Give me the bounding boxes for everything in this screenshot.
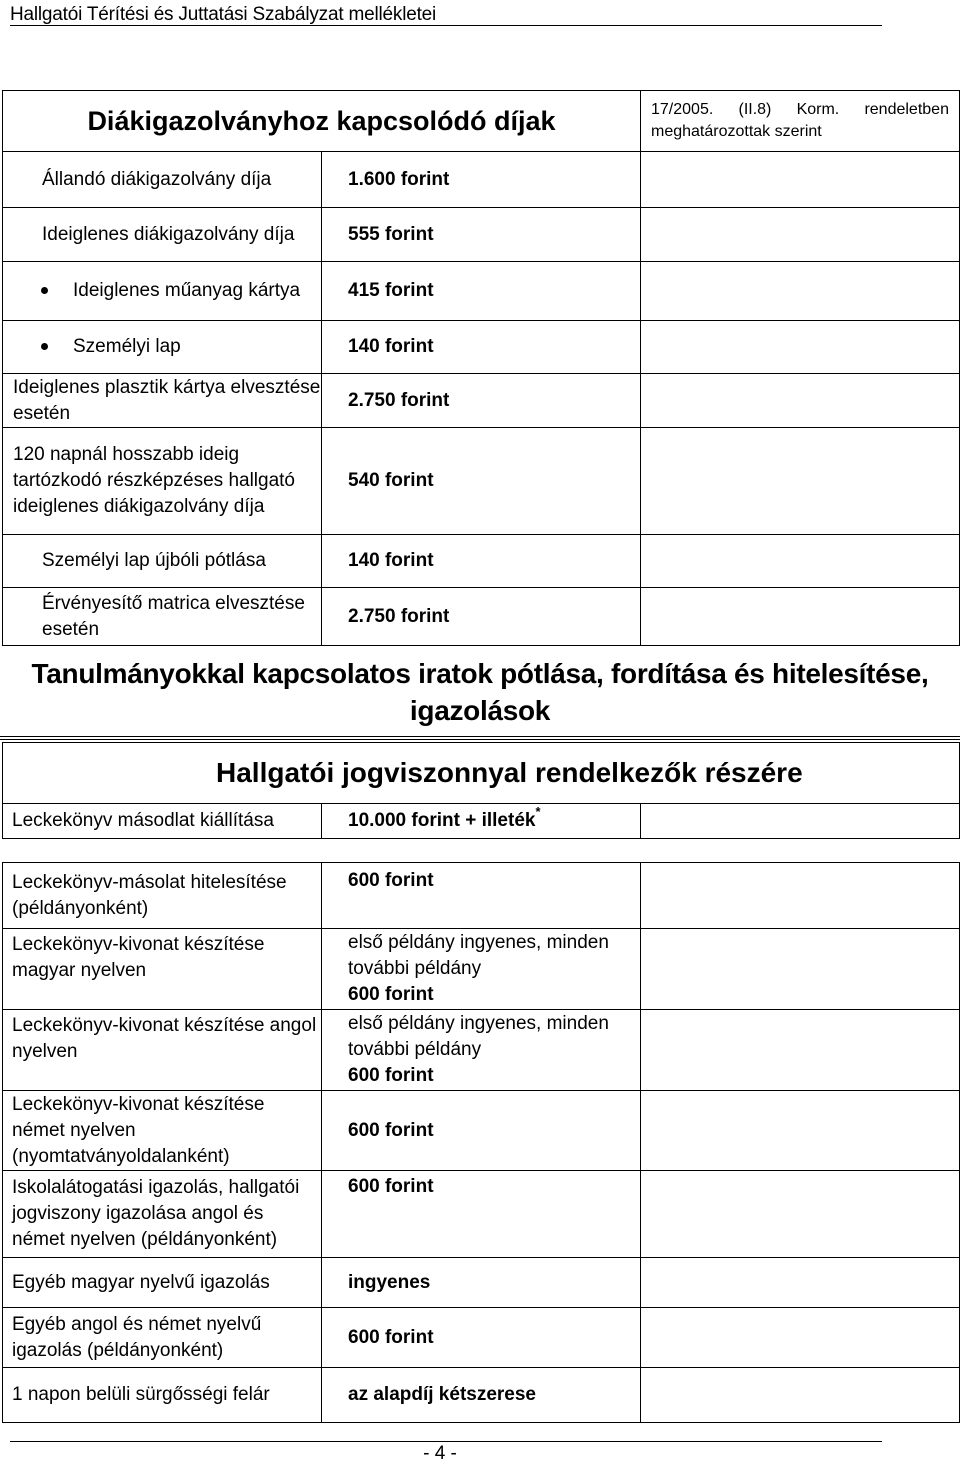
fee-label: Leckekönyv másodlat kiállítása: [3, 804, 322, 839]
fee-value: az alapdíj kétszerese: [322, 1368, 641, 1423]
fee-value: 600 forint: [322, 1091, 641, 1171]
running-header: Hallgatói Térítési és Juttatási Szabályzat mellékletei: [10, 4, 437, 25]
fee-value: 140 forint: [322, 535, 641, 588]
fee-value: első példány ingyenes, minden további példány 600 forint: [322, 1010, 641, 1091]
fee-value: 600 forint: [322, 1308, 641, 1368]
fee-label: Leckekönyv-kivonat készítése magyar nyelven: [3, 929, 322, 1010]
fee-label: Ideiglenes plasztik kártya elvesztése esetén: [3, 374, 322, 428]
fee-value: első példány ingyenes, minden további példány 600 forint: [322, 929, 641, 1010]
footer-rule: [10, 1441, 882, 1442]
fee-value: 600 forint: [322, 863, 641, 929]
fee-label: Iskolalátogatási igazolás, hallgatói jogviszony igazolása angol és német nyelven (példányonként): [3, 1171, 322, 1258]
section2-title: Tanulmányokkal kapcsolatos iratok pótlása, fordítása és hitelesítése, igazolások: [31, 658, 929, 726]
fee-value: 540 forint: [322, 428, 641, 535]
decree-reference: 17/2005. (II.8) Korm. rendeletben meghatározottak szerint: [641, 91, 960, 152]
fee-value: 2.750 forint: [322, 588, 641, 646]
fee-value: 600 forint: [322, 1171, 641, 1258]
fee-value: 1.600 forint: [322, 152, 641, 208]
fee-label: 120 napnál hosszabb ideig tartózkodó részképzéses hallgató ideiglenes diákigazolvány díja: [3, 428, 322, 535]
documents-fees-table: [2, 742, 960, 1423]
section2-rule: [0, 739, 960, 740]
fee-value: 140 forint: [322, 321, 641, 374]
fee-value: 555 forint: [322, 208, 641, 262]
bullet-icon: [41, 287, 48, 294]
fee-value: 415 forint: [322, 262, 641, 321]
fee-label: Állandó diákigazolvány díja: [3, 152, 322, 208]
fee-label: Egyéb angol és német nyelvű igazolás (példányonként): [3, 1308, 322, 1368]
fee-label-bulleted: Ideiglenes műanyag kártya: [3, 262, 322, 321]
student-id-fees-table: [2, 90, 960, 646]
fee-label: Érvényesítő matrica elvesztése esetén: [3, 588, 322, 646]
section2-subtitle: Hallgatói jogviszonnyal rendelkezők részére: [3, 743, 960, 804]
fee-value: 10.000 forint + illeték*: [322, 804, 641, 839]
fee-label: Ideiglenes diákigazolvány díja: [3, 208, 322, 262]
fee-label: Egyéb magyar nyelvű igazolás: [3, 1258, 322, 1308]
fee-value: 2.750 forint: [322, 374, 641, 428]
header-rule: [10, 25, 882, 26]
page-number: - 4 -: [423, 1443, 457, 1464]
bullet-icon: [41, 343, 48, 350]
section1-title: Diákigazolványhoz kapcsolódó díjak: [3, 91, 641, 152]
fee-label: Leckekönyv-kivonat készítése angol nyelven: [3, 1010, 322, 1091]
fee-label: Leckekönyv-kivonat készítése német nyelven (nyomtatványoldalanként): [3, 1091, 322, 1171]
fee-label-bulleted: Személyi lap: [3, 321, 322, 374]
fee-value: ingyenes: [322, 1258, 641, 1308]
fee-label: 1 napon belüli sürgősségi felár: [3, 1368, 322, 1423]
section2-rule: [0, 736, 960, 737]
fee-label: Személyi lap újbóli pótlása: [3, 535, 322, 588]
fee-label: Leckekönyv-másolat hitelesítése (példányonként): [3, 863, 322, 929]
footnote-mark: *: [535, 804, 541, 819]
